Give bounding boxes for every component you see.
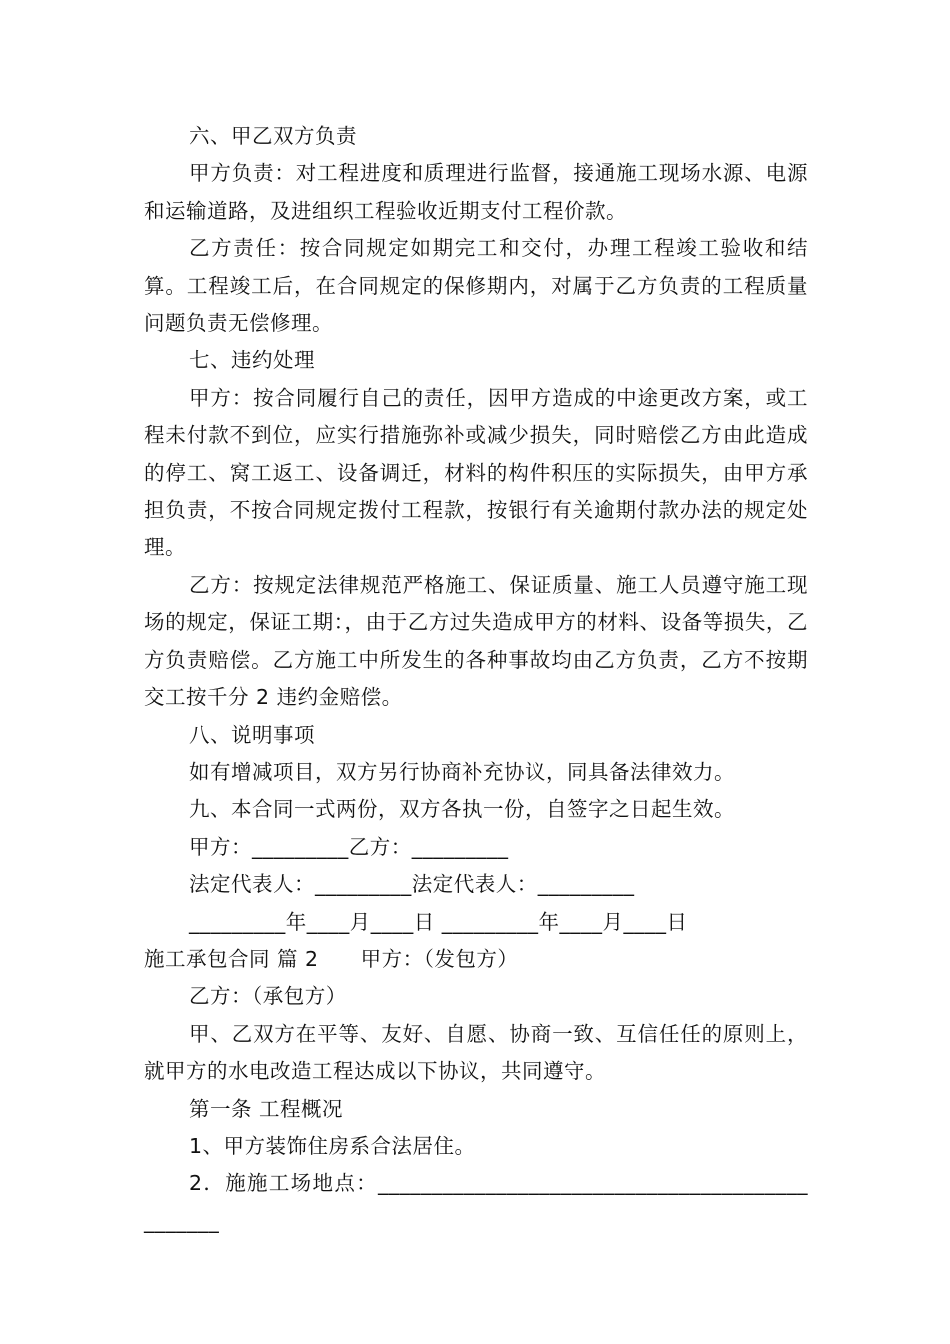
- contract-2-title: 施工承包合同 篇 2 甲方：（发包方）: [144, 946, 519, 971]
- section-heading-6: 六、甲乙双方负责: [189, 124, 357, 148]
- signature-dates: _________年____月____日 _________年____月____日: [189, 909, 688, 934]
- section-heading-9: 九、本合同一式两份，双方各执一份，自签字之日起生效。: [189, 797, 735, 822]
- contractor-line: 乙方：（承包方）: [189, 984, 347, 1009]
- article-1-heading: 第一条 工程概况: [189, 1096, 344, 1121]
- party-b-responsibility: 乙方责任：按合同规定如期完工和交付，办理工程竣工验收和结算。工程竣工后，在合同规定的保修期内，对属于乙方负责的工程质量问题负责无偿修理。: [144, 236, 808, 336]
- document-body: [144, 118, 808, 1240]
- section-heading-7: 七、违约处理: [189, 348, 315, 373]
- party-b-breach: 乙方：按规定法律规范严格施工、保证质量、施工人员遵守施工现场的规定，保证工期：，由于乙方过失造成甲方的材料、设备等损失，乙方负责赔偿。乙方施工中所发生的各种事故均由乙方负责，乙方不按期交工按千分 2 违约金赔偿。: [144, 572, 808, 710]
- signature-representatives: 法定代表人：_________法定代表人：_________: [189, 872, 635, 897]
- article-1-item-1: 1、甲方装饰住房系合法居住。: [189, 1133, 476, 1158]
- agreement-preamble: 甲、乙双方在平等、友好、自愿、协商一致、互信任任的原则上，就甲方的水电改造工程达成以下协议，共同遵守。: [144, 1021, 808, 1084]
- article-1-item-2: 2．施施工场地点：_______________________________________________: [144, 1171, 808, 1233]
- party-a-breach: 甲方：按合同履行自己的责任，因甲方造成的中途更改方案，或工程未付款不到位，应实行措施弥补或减少损失，同时赔偿乙方由此造成的停工、窝工返工、设备调迁，材料的构件积压的实际损失，由甲方承担负责，不按合同规定拨付工程款，按银行有关逾期付款办法的规定处理。: [144, 385, 808, 560]
- section-heading-8: 八、说明事项: [189, 722, 315, 747]
- party-a-responsibility: 甲方负责：对工程进度和质理进行监督，接通施工现场水源、电源和运输道路，及进组织工程验收近期支付工程价款。: [144, 161, 808, 223]
- signature-parties: 甲方：_________乙方：_________: [189, 834, 509, 859]
- supplement-note: 如有增减项目，双方另行协商补充协议，同具备法律效力。: [189, 759, 735, 784]
